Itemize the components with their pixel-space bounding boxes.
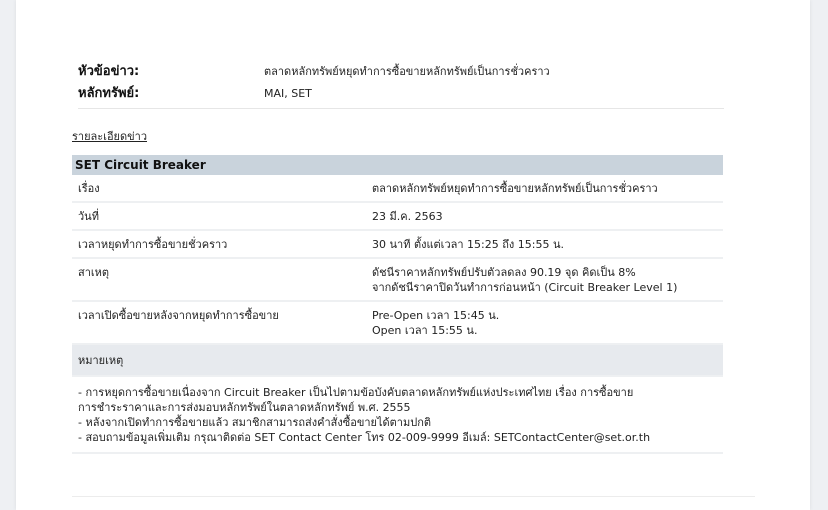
- table-row: [72, 202, 723, 230]
- section-title: SET Circuit Breaker: [72, 155, 723, 175]
- news-meta: [78, 60, 724, 109]
- headline-row: [78, 60, 724, 82]
- headline-label: หัวข้อข่าว:: [78, 64, 140, 79]
- row-label-reopen-time: เวลาเปิดซื้อขายหลังจากหยุดทำการซื้อขาย: [72, 301, 366, 344]
- table-row: [72, 230, 723, 258]
- notes-text: - การหยุดการซื้อขายเนื่องจาก Circuit Breaker เป็นไปตามข้อบังคับตลาดหลักทรัพย์แห่งประเทศไทย เรื่อง การซื้อขาย การชำระราคาและการส่งมอบหลักทรัพย์ในตลาดหลักทรัพย์ พ.ศ. 2555 - หลังจากเปิดทำการซื้อขายแล้ว สมาชิกสามารถส่งคำสั่งซื้อขายได้ตามปกติ - สอบถามข้อมูลเพิ่มเติม กรุณาติดต่อ SET Contact Center โทร 02-009-9999 อีเมล์: SETContactCenter@set.or.th: [72, 376, 723, 453]
- securities-label: หลักทรัพย์:: [78, 86, 140, 101]
- row-value-reopen-time: Pre-Open เวลา 15:45 น. Open เวลา 15:55 น.: [366, 301, 723, 344]
- securities-value: MAI, SET: [264, 87, 312, 100]
- table-row: [72, 175, 723, 202]
- news-page: [16, 0, 810, 510]
- row-value-halt-time: 30 นาที ตั้งแต่เวลา 15:25 ถึง 15:55 น.: [366, 230, 723, 258]
- row-value-cause: ดัชนีราคาหลักทรัพย์ปรับตัวลดลง 90.19 จุด คิดเป็น 8% จากดัชนีราคาปิดวันทำการก่อนหน้า (Circuit Breaker Level 1): [366, 258, 723, 301]
- securities-row: [78, 82, 724, 104]
- row-value-subject: ตลาดหลักทรัพย์หยุดทำการซื้อขายหลักทรัพย์เป็นการชั่วคราว: [366, 175, 723, 202]
- row-value-date: 23 มี.ค. 2563: [366, 202, 723, 230]
- note-header-row: [72, 344, 723, 376]
- table-row: [72, 258, 723, 301]
- notes-row: [72, 376, 723, 453]
- row-label-date: วันที่: [72, 202, 366, 230]
- note-label: หมายเหตุ: [72, 344, 723, 376]
- table-row: [72, 301, 723, 344]
- row-label-cause: สาเหตุ: [72, 258, 366, 301]
- circuit-breaker-table: [72, 155, 723, 454]
- table-header-row: [72, 155, 723, 175]
- headline-value: ตลาดหลักทรัพย์หยุดทำการซื้อขายหลักทรัพย์เป็นการชั่วคราว: [264, 65, 550, 78]
- divider: [72, 496, 755, 497]
- row-label-subject: เรื่อง: [72, 175, 366, 202]
- news-detail-link[interactable]: รายละเอียดข่าว: [72, 130, 148, 143]
- row-label-halt-time: เวลาหยุดทำการซื้อขายชั่วคราว: [72, 230, 366, 258]
